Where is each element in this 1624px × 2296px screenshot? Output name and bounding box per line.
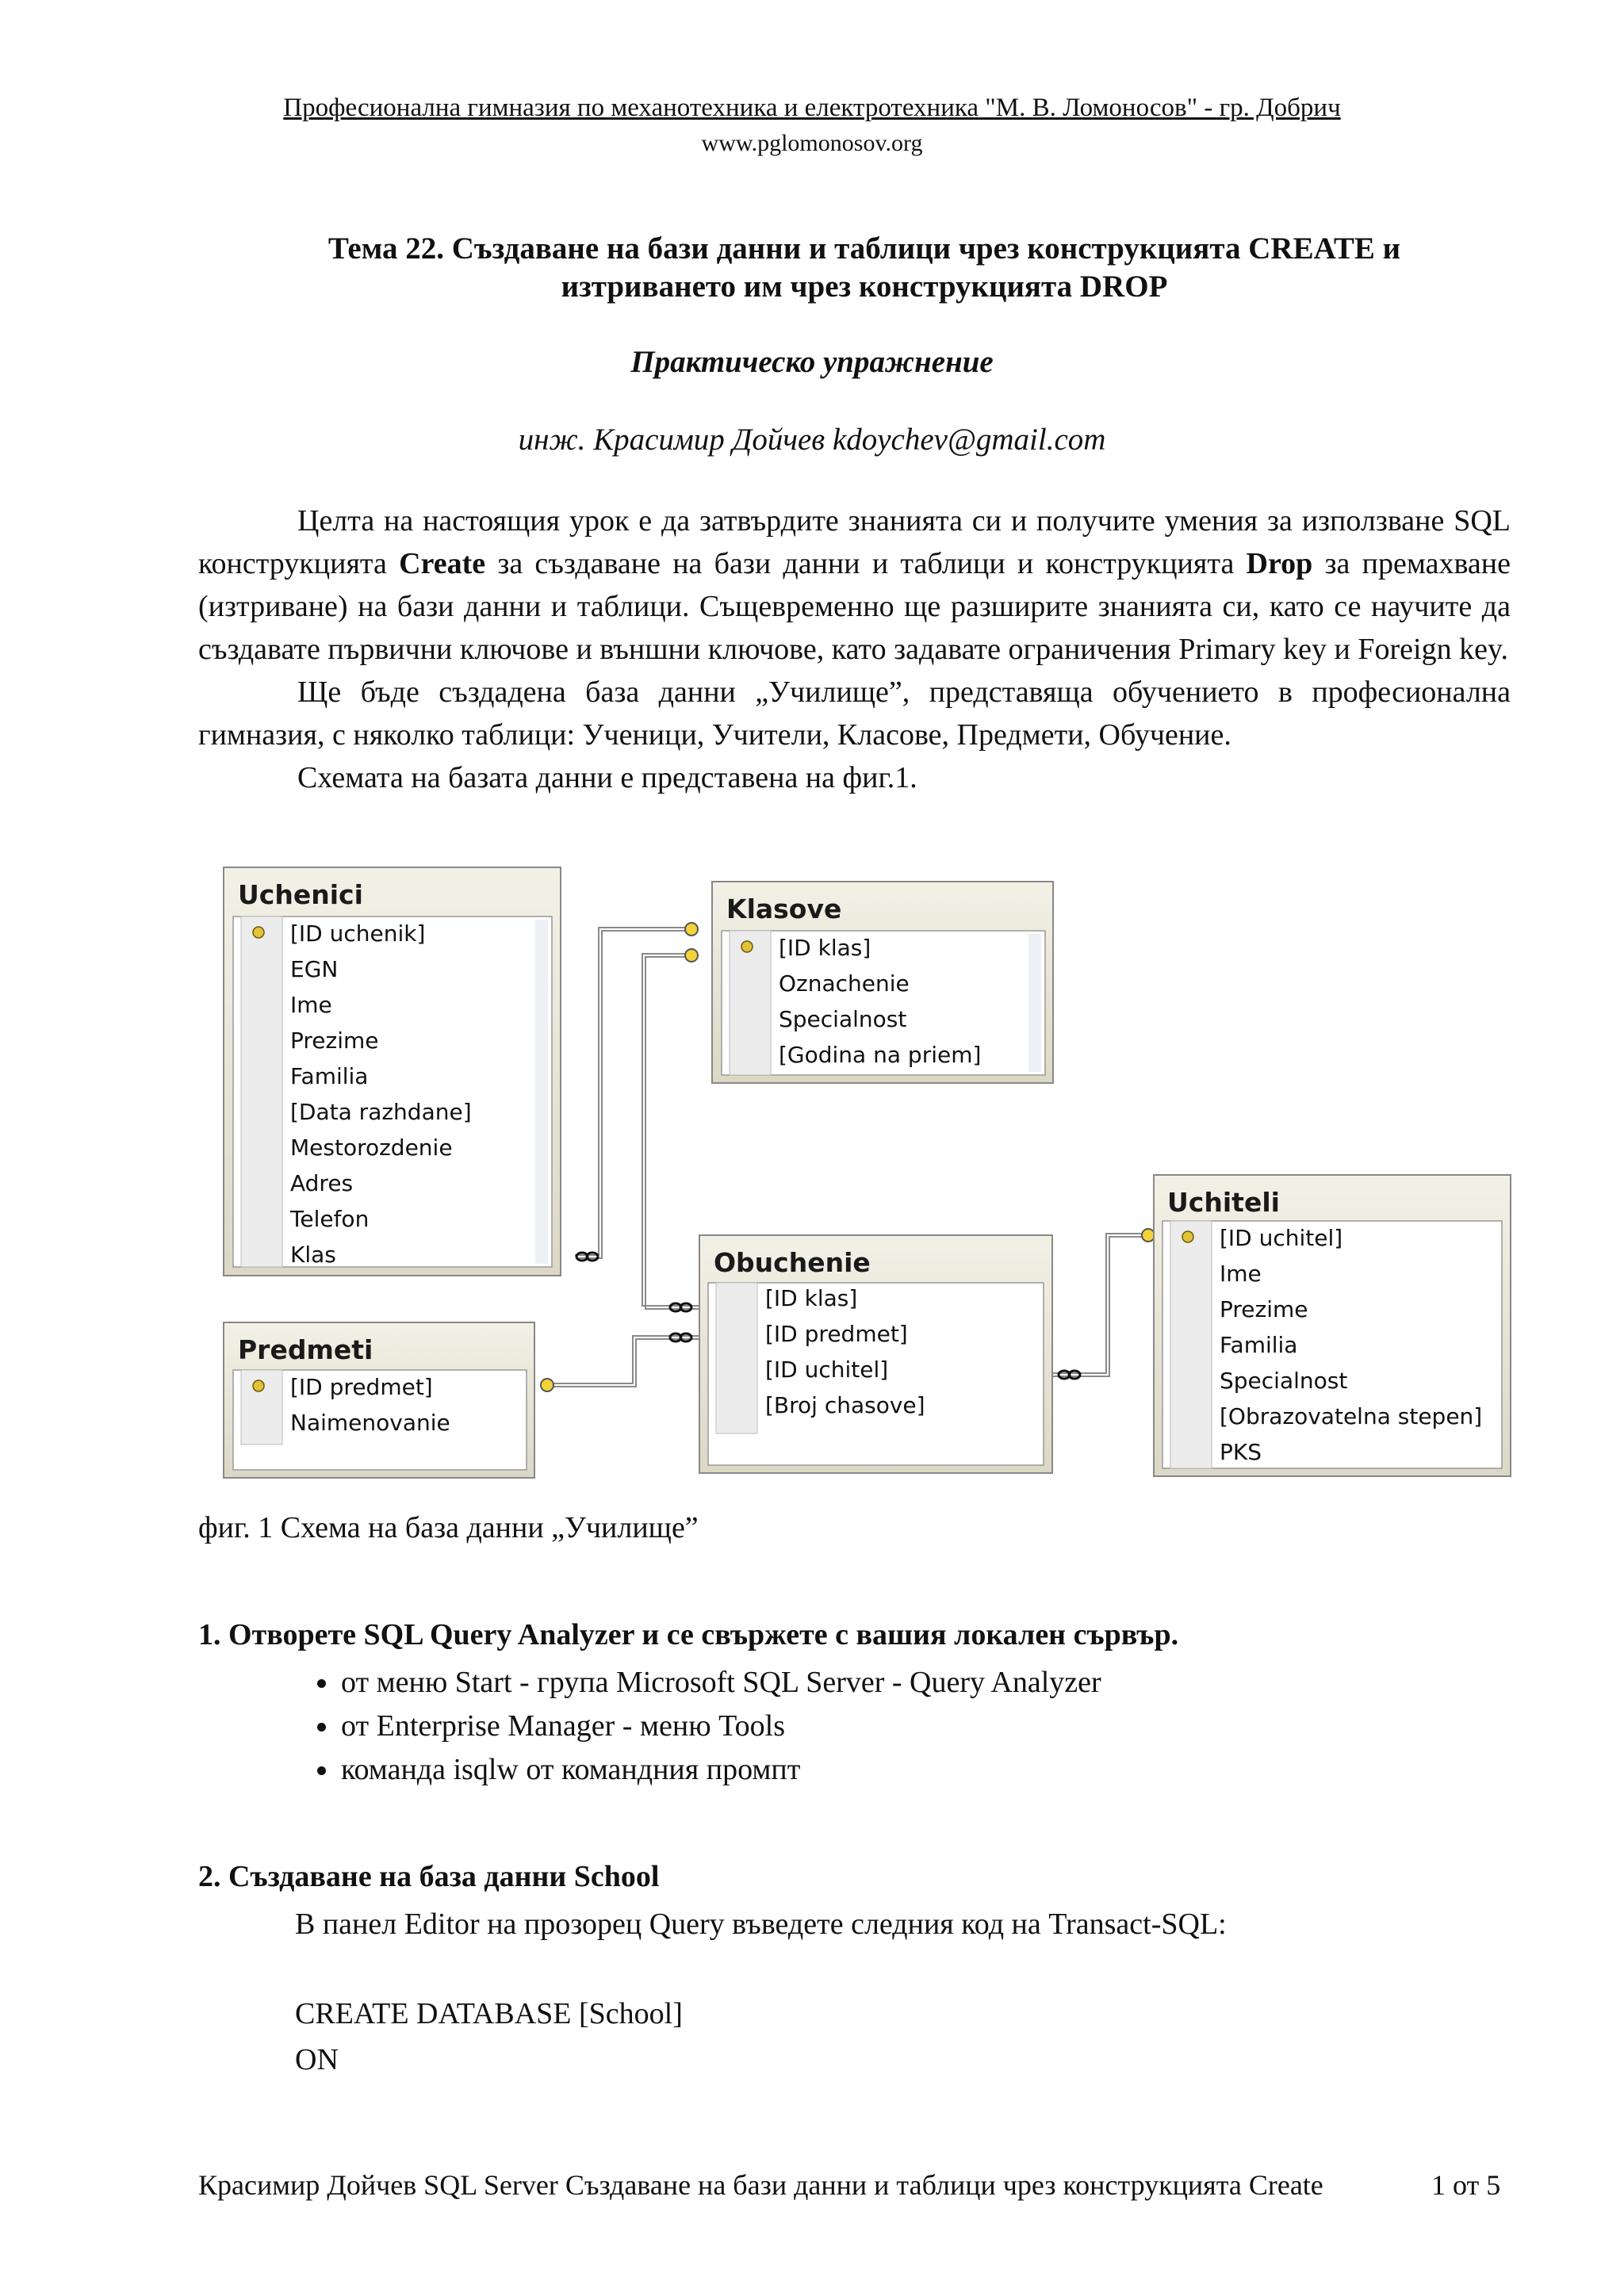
- figure-caption: фиг. 1 Схема на база данни „Училище”: [198, 1511, 699, 1544]
- bullet-item: от Enterprise Manager - меню Tools: [341, 1709, 785, 1743]
- key-icon: [741, 941, 753, 952]
- page-title: [190, 230, 1538, 306]
- field: Naimenovanie: [290, 1410, 450, 1436]
- field: Adres: [290, 1170, 354, 1196]
- title-line-2: изтриването им чрез конструкцията DROP: [561, 270, 1168, 304]
- field: Ime: [1220, 1261, 1262, 1287]
- intro-paragraph-2: Ще бъде създадена база данни „Училище”, представяща обучението в професионална гимназия, с няколко таблици: Ученици, Учители, Класове, Предмети, Обучение.: [198, 675, 1511, 752]
- page-footer: Красимир Дойчев SQL Server Създаване на бази данни и таблици чрез конструкцията Create: [198, 2169, 1323, 2201]
- title-line-1: Тема 22. Създаване на бази данни и таблици чрез конструкцията CREATE и: [327, 232, 1401, 266]
- section-2-heading: 2. Създаване на база данни School: [198, 1860, 660, 1893]
- header-school: Професионална гимназия по механотехника и електротехника "М. В. Ломоносов" - гр. Добрич: [283, 94, 1341, 122]
- field: [ID predmet]: [290, 1374, 433, 1400]
- table-title: Obuchenie: [714, 1247, 871, 1278]
- subtitle: Практическо упражнение: [630, 345, 994, 379]
- table-uchenici: [224, 867, 561, 1276]
- table-title: Predmeti: [238, 1334, 373, 1365]
- field: [ID uchitel]: [1220, 1225, 1343, 1251]
- field: PKS: [1220, 1439, 1262, 1465]
- table-title: Uchenici: [238, 879, 363, 910]
- code-line-1: CREATE DATABASE [School]: [295, 1997, 683, 2030]
- field: Familia: [290, 1063, 369, 1089]
- bullet-item: от меню Start - група Microsoft SQL Server - Query Analyzer: [341, 1665, 1101, 1700]
- field: [Obrazovatelna stepen]: [1220, 1403, 1483, 1429]
- field: Specialnost: [779, 1006, 907, 1032]
- key-icon: [253, 1380, 264, 1391]
- table-klasove: [712, 882, 1053, 1083]
- table-title: Uchiteli: [1167, 1187, 1280, 1218]
- field: [ID uchenik]: [290, 920, 426, 947]
- field: Prezime: [290, 1027, 379, 1054]
- field: Mestorozdenie: [290, 1135, 453, 1161]
- bullet-item: команда isqlw от командния промпт: [341, 1752, 800, 1787]
- section-2-text: В панел Editor на прозорец Query въведете следния код на Transact-SQL:: [295, 1908, 1227, 1941]
- field: [ID uchitel]: [765, 1357, 889, 1383]
- intro-paragraph-1: Целта на настоящия урок е да затвърдите знанията си и получите умения за използване SQL конструкцията Create за създаване на бази данни и таблици и конструкцията Drop за премахване (изтриване) на бази данни и таблици. Същевременно ще разширите знанията си, като се научите да създавате първични ключове и външни ключове, като задавате ограничения Primary key и Foreign key.: [198, 504, 1511, 666]
- field: [ID predmet]: [765, 1321, 908, 1347]
- intro-paragraph-3: Схемата на базата данни е представена на фиг.1.: [297, 761, 917, 794]
- table-uchiteli: [1154, 1175, 1511, 1476]
- section-1-heading: 1. Отворете SQL Query Analyzer и се свържете с вашия локален сървър.: [198, 1618, 1179, 1651]
- field: Oznachenie: [779, 970, 910, 997]
- field: [ID klas]: [765, 1285, 858, 1311]
- field: Ime: [290, 992, 332, 1018]
- key-icon: [1182, 1231, 1193, 1242]
- code-line-2: ON: [295, 2043, 339, 2076]
- field: Prezime: [1220, 1296, 1308, 1322]
- page-number: 1 от 5: [1431, 2169, 1501, 2201]
- table-obuchenie: [699, 1235, 1052, 1473]
- table-title: Klasove: [726, 894, 842, 924]
- table-predmeti: [224, 1322, 534, 1478]
- intro-text: [198, 499, 1511, 799]
- field: [Broj chasove]: [765, 1392, 925, 1418]
- field: [Godina na priem]: [779, 1042, 982, 1068]
- field: Specialnost: [1220, 1368, 1348, 1394]
- key-icon: [253, 927, 264, 938]
- field: Familia: [1220, 1332, 1298, 1358]
- database-diagram: [198, 864, 1515, 1483]
- field: [ID klas]: [779, 935, 871, 961]
- field: EGN: [290, 956, 339, 982]
- field: Klas: [290, 1242, 336, 1268]
- author-line: инж. Красимир Дойчев kdoychev@gmail.com: [518, 423, 1106, 457]
- field: [Data razhdane]: [290, 1099, 472, 1125]
- header-website: www.pglomonosov.org: [701, 130, 923, 156]
- field: Telefon: [290, 1206, 370, 1232]
